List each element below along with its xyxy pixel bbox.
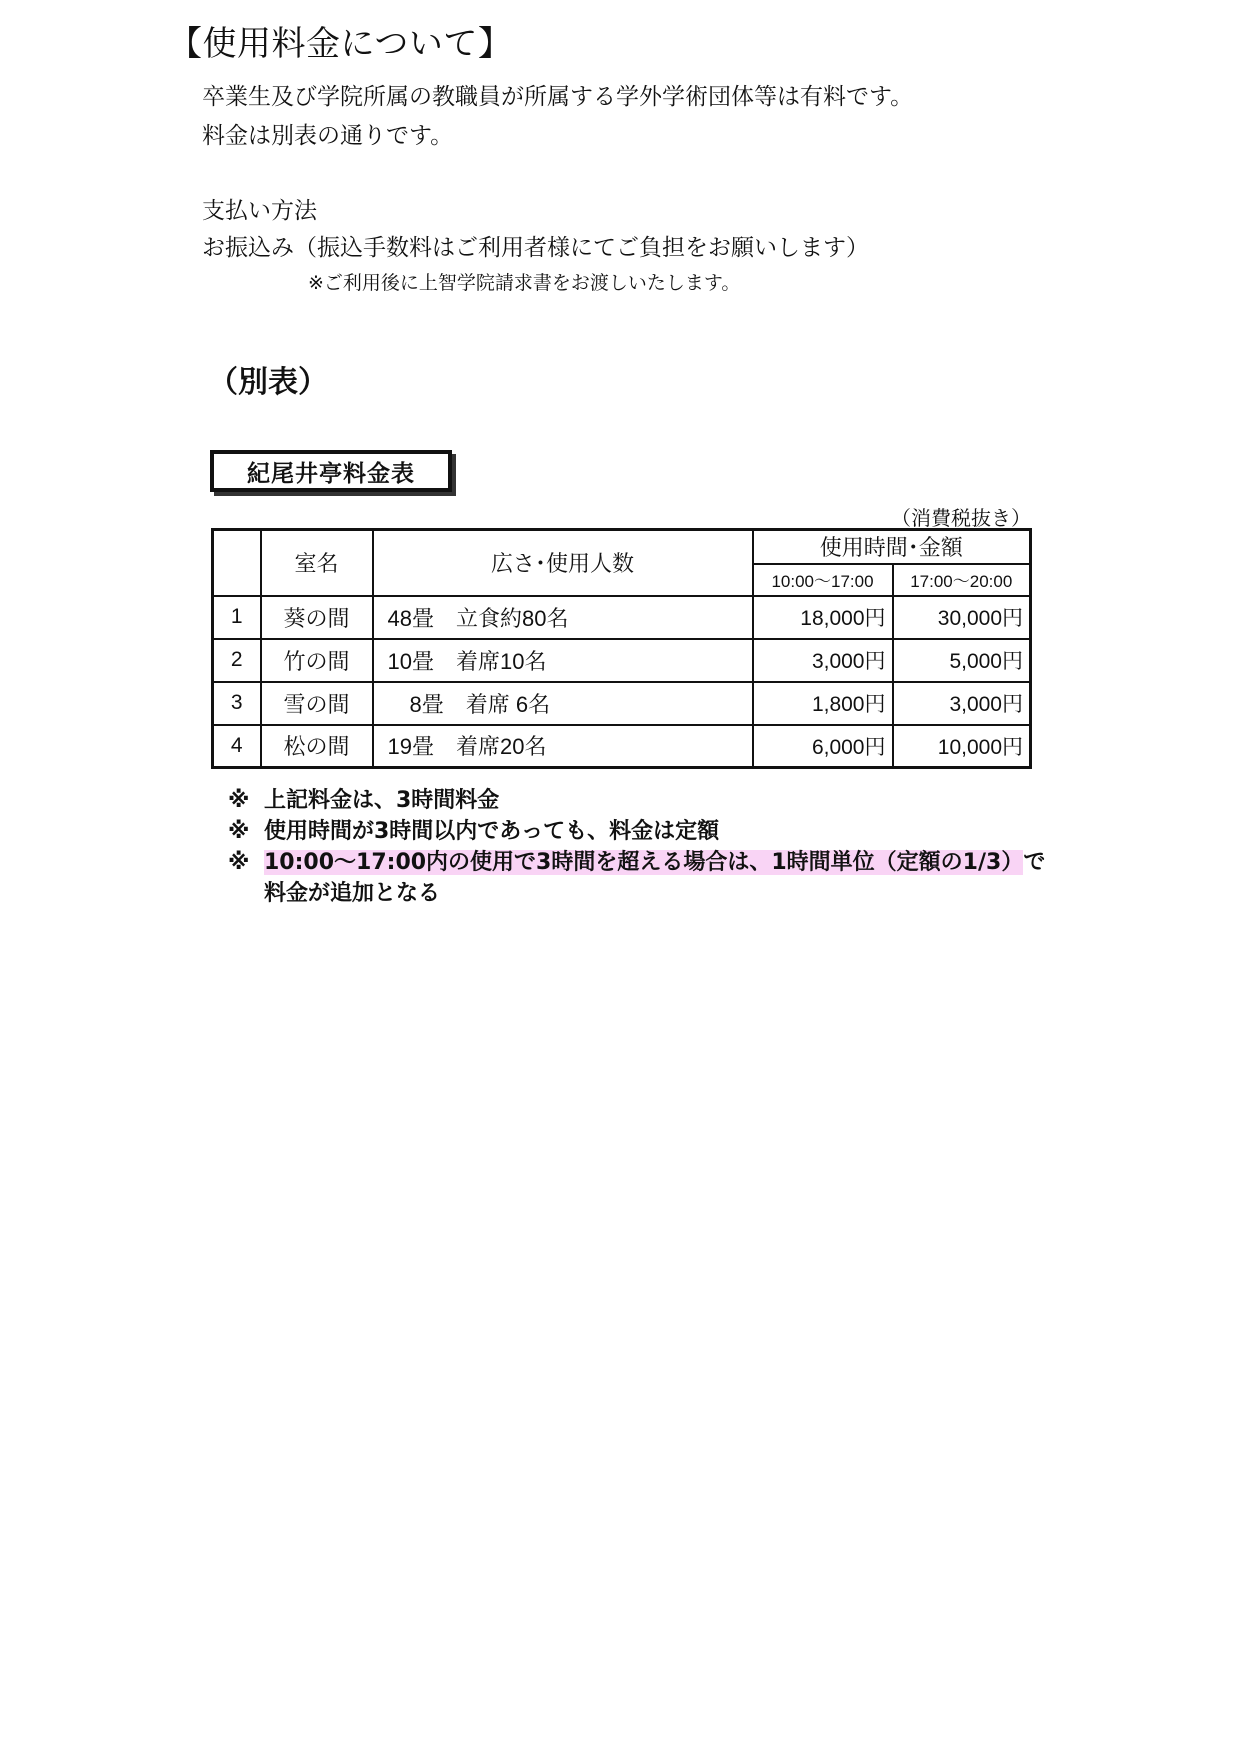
row-price-evening: 30,000円: [893, 596, 1031, 639]
header-room: 室名: [261, 530, 373, 596]
note-item: [228, 785, 1088, 816]
row-price-daytime: 1,800円: [753, 682, 893, 725]
row-area: 48畳 立食約80名: [373, 596, 753, 639]
highlighted-note: 10:00～17:00内の使用で3時間を超える場合は、1時間単位（定額の1/3）: [264, 850, 1024, 875]
tax-note: （消費税抜き）: [891, 506, 1031, 530]
table-row: [213, 639, 1031, 682]
note-text: 使用時間が3時間以内であっても、料金は定額: [264, 819, 720, 844]
note-mark: ※: [228, 850, 250, 875]
row-no: 1: [213, 596, 261, 639]
row-room: 竹の間: [261, 639, 373, 682]
table-title: 紀尾井亭料金表: [210, 450, 452, 492]
intro-line-2: 料金は別表の通りです。: [202, 123, 454, 149]
note-tail: で: [1023, 850, 1046, 875]
invoice-note: ※ご利用後に上智学院請求書をお渡しいたします。: [308, 272, 741, 294]
appendix-label: （別表）: [208, 365, 328, 400]
row-area: 19畳 着席20名: [373, 725, 753, 768]
header-slot-evening: 17:00～20:00: [893, 564, 1031, 596]
header-usage-time: 使用時間･金額: [753, 530, 1031, 564]
page-heading: 【使用料金について】: [168, 24, 513, 64]
row-price-evening: 3,000円: [893, 682, 1031, 725]
payment-title: 支払い方法: [202, 198, 317, 224]
row-no: 4: [213, 725, 261, 768]
row-price-daytime: 3,000円: [753, 639, 893, 682]
note-continuation: 料金が追加となる: [264, 881, 441, 906]
note-item: [228, 816, 1088, 847]
table-row: [213, 725, 1031, 768]
table-row: [213, 682, 1031, 725]
row-area: 10畳 着席10名: [373, 639, 753, 682]
header-slot-daytime: 10:00～17:00: [753, 564, 893, 596]
notes: [228, 785, 1088, 909]
row-price-daytime: 18,000円: [753, 596, 893, 639]
row-room: 松の間: [261, 725, 373, 768]
note-mark: ※: [228, 788, 250, 813]
intro-line-1: 卒業生及び学院所属の教職員が所属する学外学術団体等は有料です。: [202, 84, 914, 110]
note-mark: ※: [228, 819, 250, 844]
row-room: 雪の間: [261, 682, 373, 725]
row-no: 2: [213, 639, 261, 682]
fee-table: [211, 528, 1032, 769]
payment-method: お振込み（振込手数料はご利用者様にてご負担をお願いします）: [202, 235, 869, 261]
row-no: 3: [213, 682, 261, 725]
row-price-daytime: 6,000円: [753, 725, 893, 768]
table-row: [213, 596, 1031, 639]
row-room: 葵の間: [261, 596, 373, 639]
row-area: 8畳 着席 6名: [373, 682, 753, 725]
header-no: [213, 530, 261, 596]
row-price-evening: 5,000円: [893, 639, 1031, 682]
header-area: 広さ･使用人数: [373, 530, 753, 596]
note-item: [228, 847, 1088, 878]
row-price-evening: 10,000円: [893, 725, 1031, 768]
note-text: 上記料金は、3時間料金: [264, 788, 500, 813]
